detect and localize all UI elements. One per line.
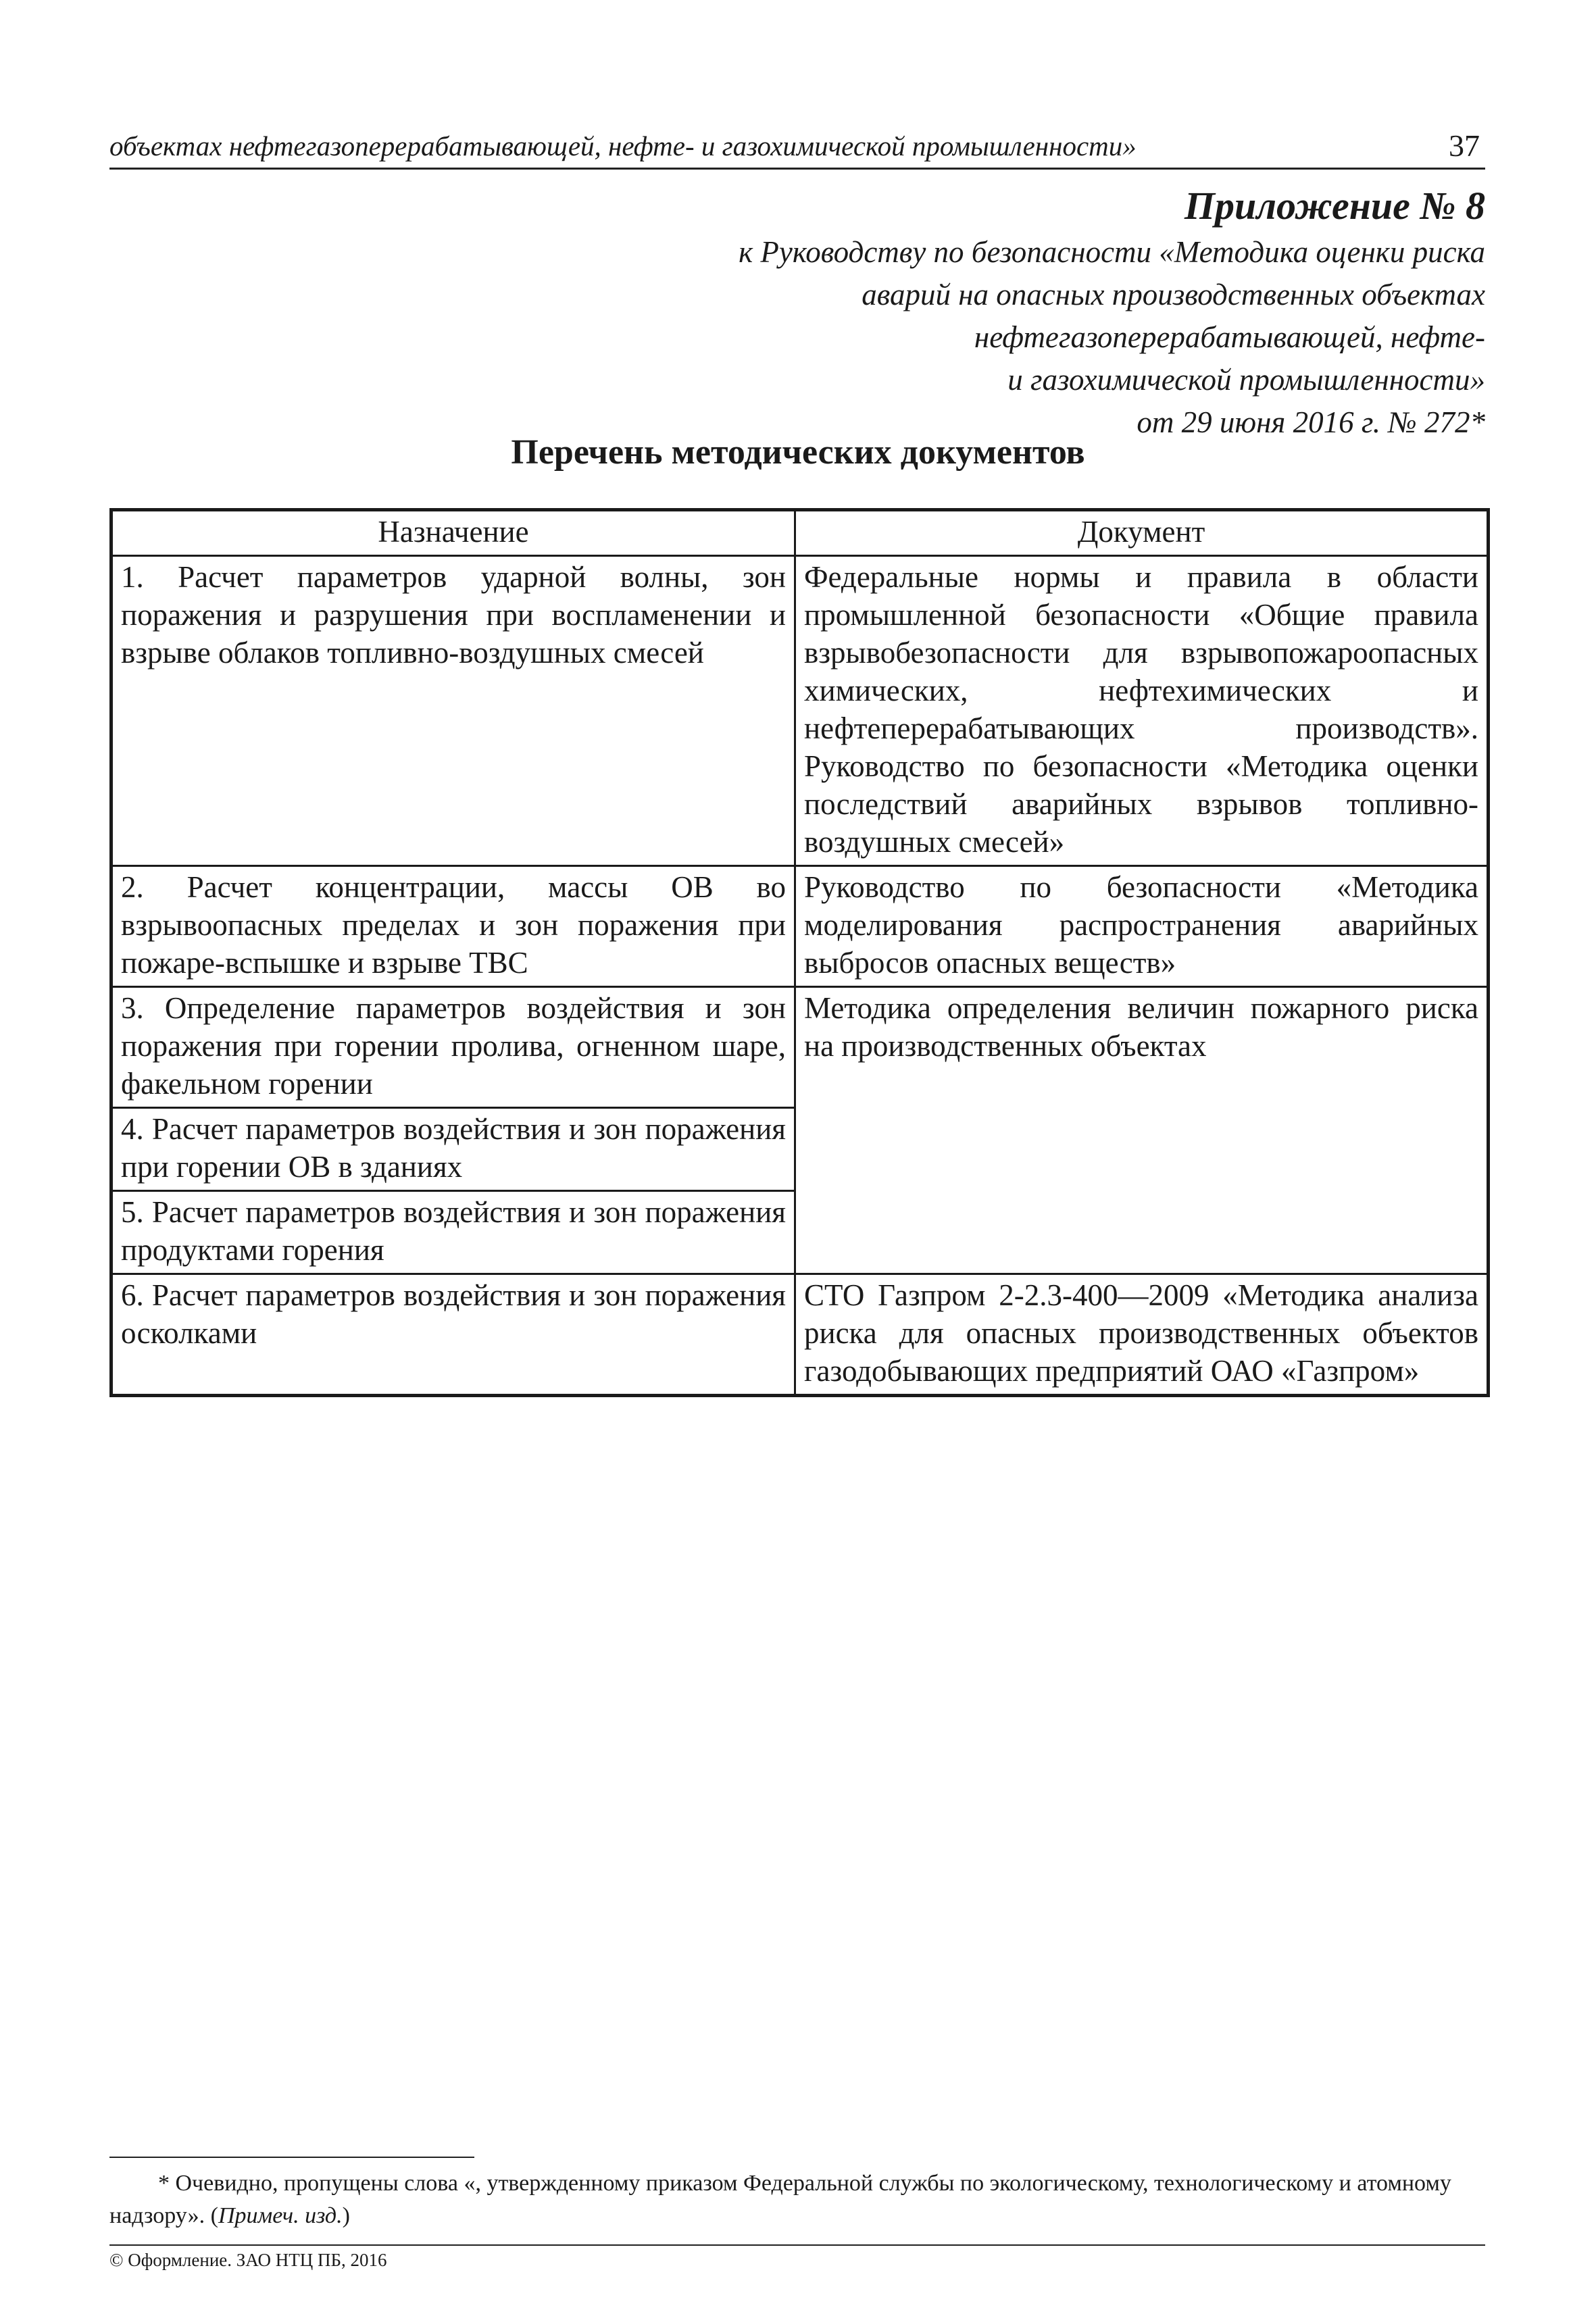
purpose-cell: 1. Расчет параметров ударной волны, зон поражения и разрушения при воспламенении и взрыве облаков топливно-воздушных смесей bbox=[111, 556, 795, 866]
document-cell: Руководство по безопасности «Методика моделирования распространения аварийных выбросов опасных веществ» bbox=[795, 866, 1489, 987]
methods-table bbox=[109, 508, 1490, 1397]
running-title: объектах нефтегазоперерабатывающей, нефте- и газохимической промышленности» bbox=[109, 130, 1137, 161]
column-header-purpose: Назначение bbox=[111, 510, 795, 556]
column-header-document: Документ bbox=[795, 510, 1489, 556]
purpose-cell: 4. Расчет параметров воздействия и зон поражения при горении ОВ в зданиях bbox=[111, 1108, 795, 1191]
appendix-line: аварий на опасных производственных объектах bbox=[862, 278, 1485, 311]
appendix-line: к Руководству по безопасности «Методика оценки риска bbox=[739, 235, 1485, 269]
running-header bbox=[109, 120, 1485, 170]
table-row bbox=[111, 866, 1489, 987]
table-row bbox=[111, 1274, 1489, 1396]
document-cell: СТО Газпром 2-2.3-400—2009 «Методика анализа риска для опасных производственных объектов газодобывающих предприятий ОАО «Газпром» bbox=[795, 1274, 1489, 1396]
purpose-cell: 6. Расчет параметров воздействия и зон поражения осколками bbox=[111, 1274, 795, 1396]
document-cell: Методика определения величин пожарного риска на производственных объектах bbox=[795, 987, 1489, 1274]
bottom-divider bbox=[109, 2244, 1485, 2246]
footnote-divider bbox=[109, 2157, 474, 2158]
footnote-close: ) bbox=[342, 2203, 350, 2228]
purpose-cell: 5. Расчет параметров воздействия и зон поражения продуктами горения bbox=[111, 1191, 795, 1274]
page-number: 37 bbox=[1449, 128, 1480, 163]
footnote-text: * Очевидно, пропущены слова «, утвержденному приказом Федеральной службы по экологическому, технологическому и атомному надзору». ( bbox=[109, 2171, 1451, 2228]
appendix-line: и газохимической промышленности» bbox=[1007, 363, 1485, 397]
document-title: Перечень методических документов bbox=[511, 433, 1085, 472]
table-row bbox=[111, 987, 1489, 1108]
appendix-title: Приложение № 8 bbox=[1184, 184, 1485, 228]
document-cell: Федеральные нормы и правила в области промышленной безопасности «Общие правила взрывобезопасности для взрывопожароопасных химических, нефтехимических и нефтеперерабатывающих производств». Руководство по безопасности «Методика оценки последствий аварийных взрывов топливно-воздушных смесей» bbox=[795, 556, 1489, 866]
table-header-row bbox=[111, 510, 1489, 556]
footnote-editor-note: Примеч. изд. bbox=[218, 2203, 343, 2228]
appendix-line: от 29 июня 2016 г. № 272* bbox=[1137, 405, 1485, 439]
copyright: © Оформление. ЗАО НТЦ ПБ, 2016 bbox=[109, 2250, 387, 2270]
purpose-cell: 2. Расчет концентрации, массы ОВ во взрывоопасных пределах и зон поражения при пожаре-вспышке и взрыве ТВС bbox=[111, 866, 795, 987]
footnote bbox=[109, 2167, 1485, 2232]
purpose-cell: 3. Определение параметров воздействия и зон поражения при горении пролива, огненном шаре, факельном горении bbox=[111, 987, 795, 1108]
table-row bbox=[111, 556, 1489, 866]
appendix-block bbox=[607, 181, 1485, 444]
appendix-line: нефтегазоперерабатывающей, нефте- bbox=[974, 320, 1485, 354]
